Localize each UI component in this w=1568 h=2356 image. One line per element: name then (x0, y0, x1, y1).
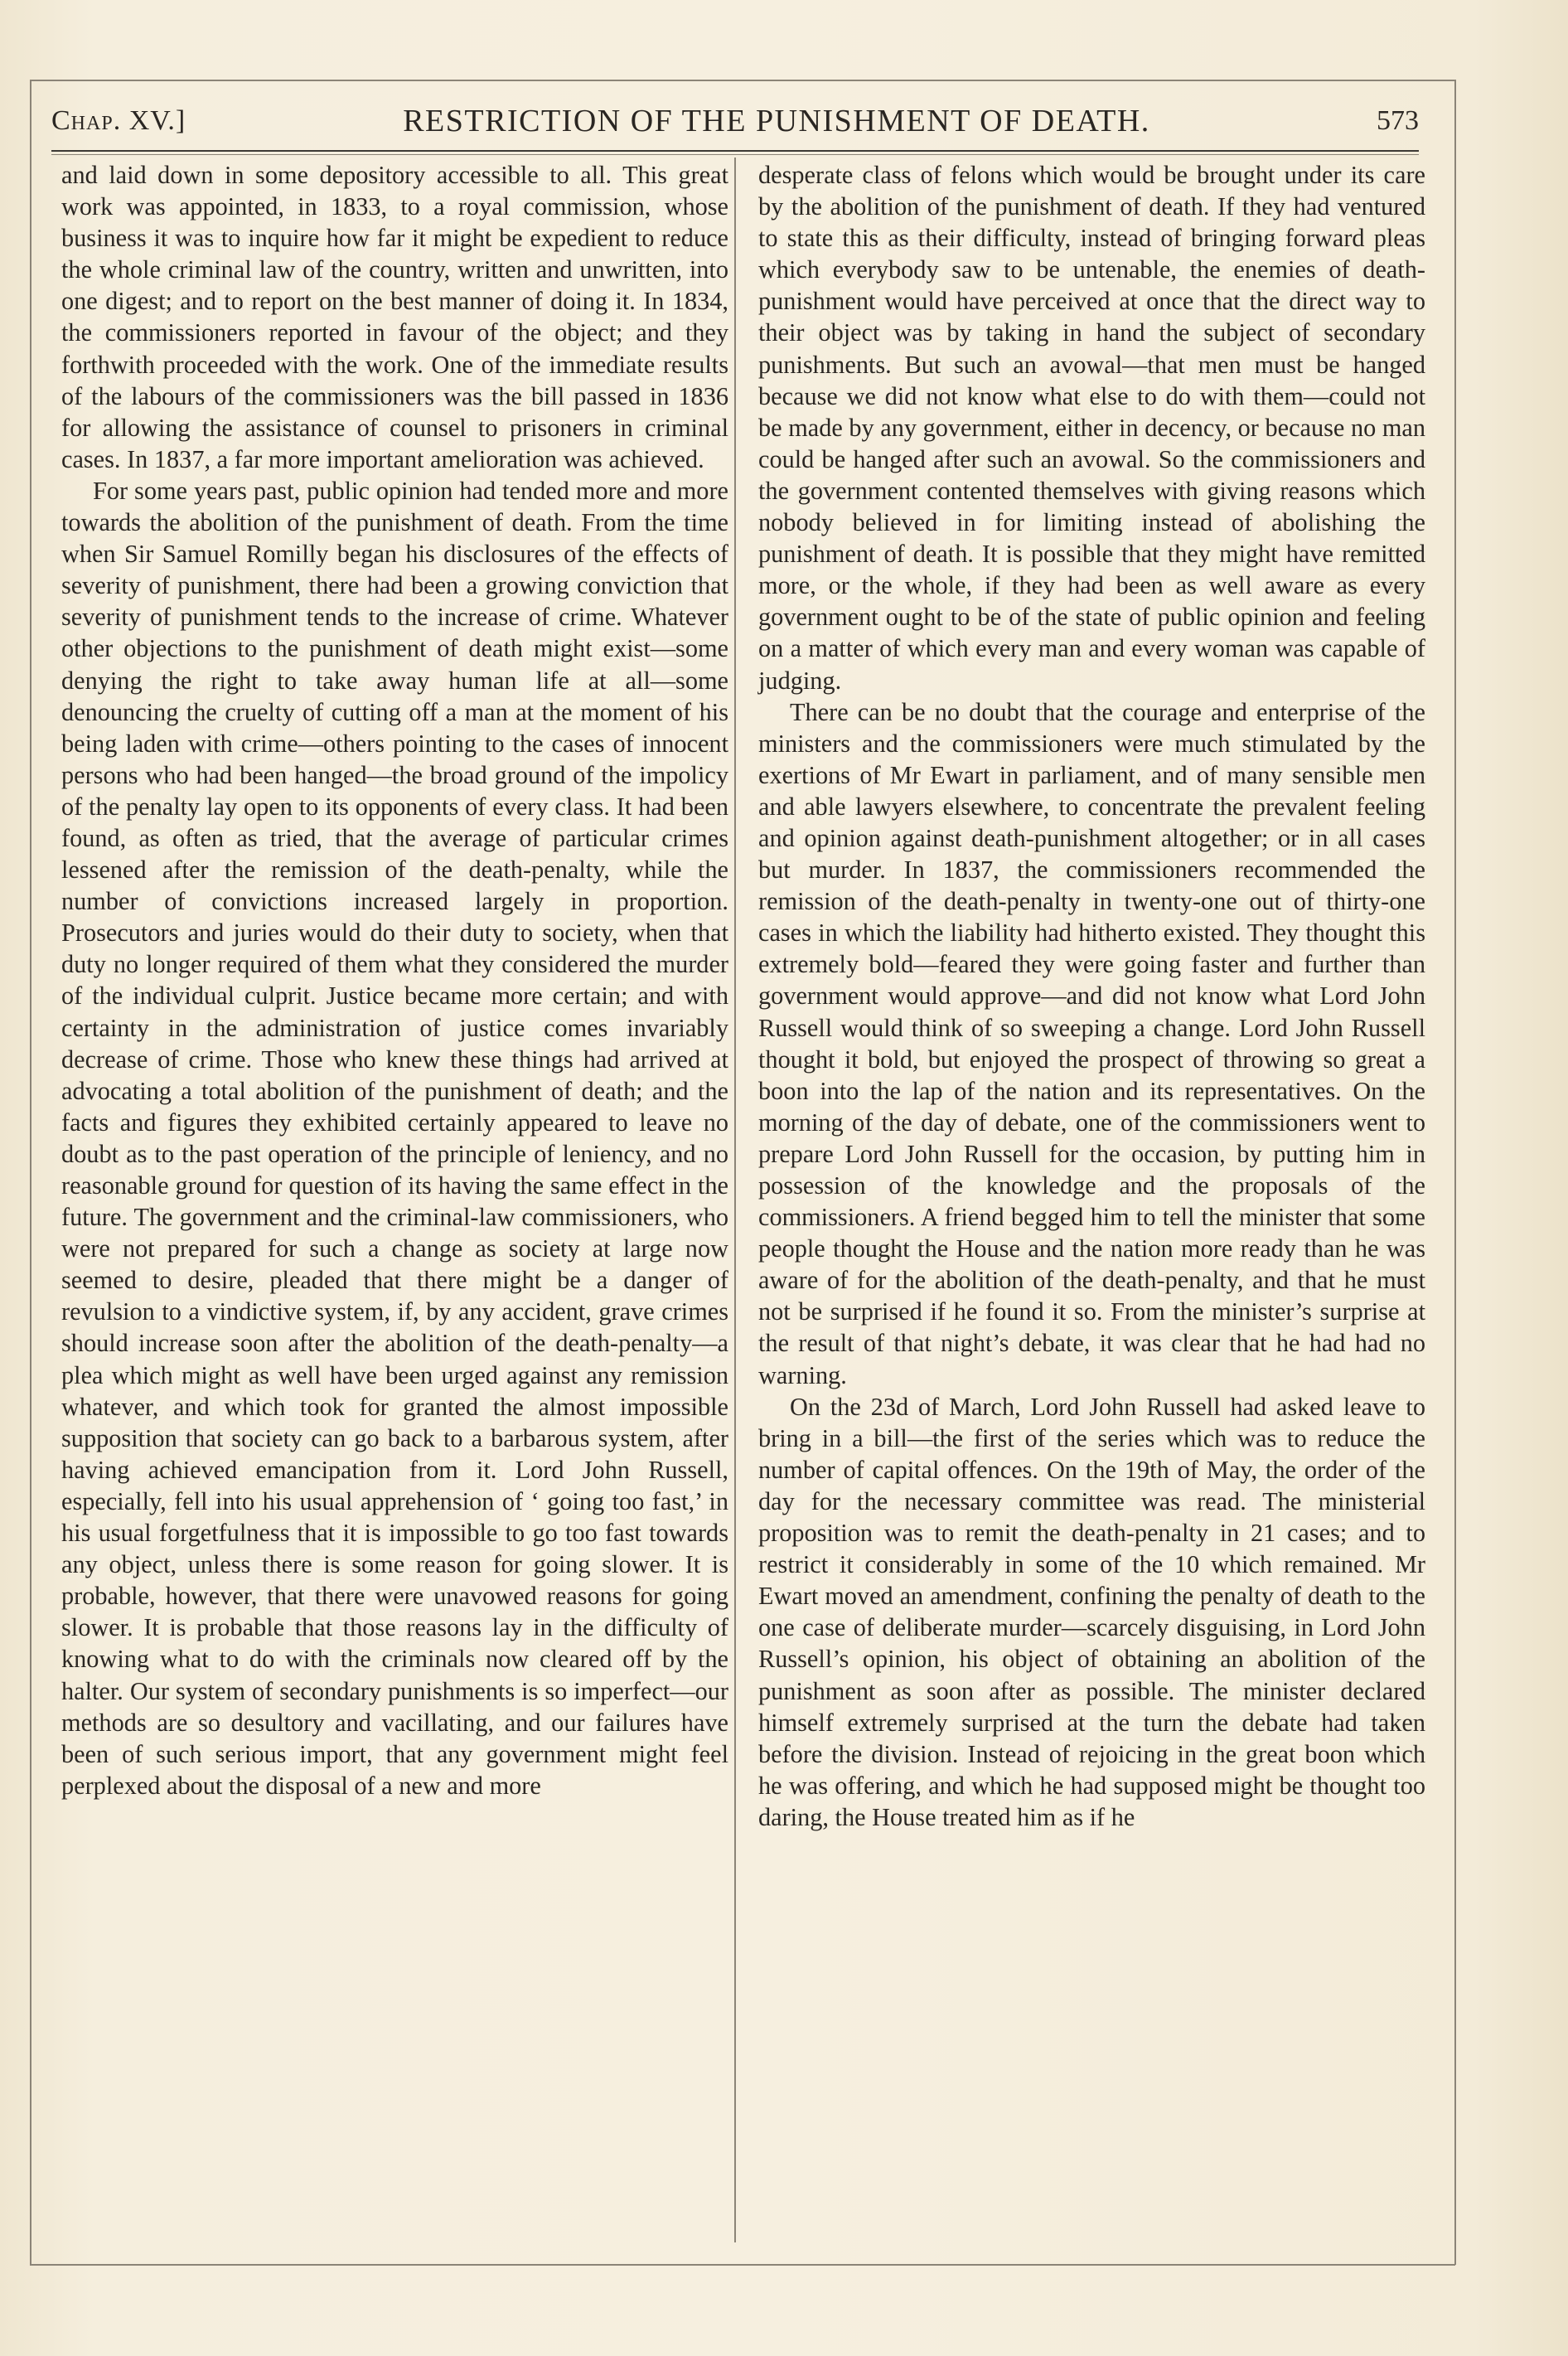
page-frame-left (30, 80, 31, 2265)
page-frame-top (30, 80, 1455, 81)
paragraph: desperate class of felons which would be brought under its care by the abolition of the punishment of death. If they had ventured to state this as their difficulty, instead of bringing forward pleas which everybody saw to be untenable, the enemies of death-punishment would have perceived at once that the direct way to their object was by taking in hand the subject of secondary punishments. But such an avowal—that men must be hanged because we did not know what else to do with them—could not be made by any government, either in decency, or because no man could be hanged after such an avowal. So the commissioners and the government contented themselves with giving reasons which nobody believed in for limiting instead of abolishing the punishment of death. It is possible that they might have remitted more, or the whole, if they had been as well aware as every government ought to be of the state of public opinion and feeling on a matter of which every man and every woman was capable of judging. (758, 161, 1425, 695)
page-number: 573 (1377, 105, 1419, 136)
header-rule-thin (51, 154, 1419, 155)
left-column (61, 159, 728, 1801)
paragraph: For some years past, public opinion had tended more and more towards the abolition of the punishment of death. From the time when Sir Samuel Romilly began his disclosures of the effects of severity of punishment, there had been a growing conviction that severity of punishment tends to the increase of crime. Whatever other objections to the punishment of death might exist—some denying the right to take away human life at all—some denouncing the cruelty of cutting off a man at the moment of his being laden with crime—others pointing to the cases of innocent persons who had been hanged—the broad ground of the impolicy of the penalty lay open to its opponents of every class. It had been found, as often as tried, that the average of particular crimes lessened after the remission of the death-penalty, while the number of convictions increased largely in proportion. Prosecutors and juries would do their duty to society, when that duty no longer required of them what they considered the murder of the individual culprit. Justice became more certain; and with certainty in the administration of justice comes invariably decrease of crime. Those who knew these things had arrived at advocating a total abolition of the punishment of death; and the facts and figures they exhibited certainly appeared to leave no doubt as to the past operation of the principle of leniency, and no reasonable ground for question of its having the same effect in the future. The government and the criminal-law commissioners, who were not prepared for such a change as society at large now seemed to desire, pleaded that there might be a danger of revulsion to a vindictive system, if, by any accident, grave crimes should increase soon after the abolition of the death-penalty—a plea which might as well have been urged against any remission whatever, and which took for granted the almost impossible supposition that society can go back to a barbarous system, after having achieved emancipation from it. Lord John Russell, especially, fell into his usual apprehension of ‘ going too fast,’ in his usual forgetfulness that it is impossible to go too fast towards any object, unless there is some reason for going slower. It is probable, however, that there were unavowed reasons for going slower. It is probable that those reasons lay in the difficulty of knowing what to do with the criminals now cleared off by the halter. Our system of secondary punishments is so imperfect—our methods are so desultory and vacillating, and our failures have been of such serious import, that any government might feel perplexed about the disposal of a new and more (61, 476, 728, 1800)
header-rule (51, 150, 1419, 152)
paragraph: There can be no doubt that the courage and enterprise of the ministers and the commissioners were much stimulated by the exertions of Mr Ewart in parliament, and of many sensible men and able lawyers elsewhere, to concentrate the prevalent feeling and opinion against death-punishment altogether; or in all cases but murder. In 1837, the commissioners recommended the remission of the death-penalty in twenty-one out of thirty-one cases in which the liability had hitherto existed. They thought this extremely bold—feared they were going faster and further than government would approve—and did not know what Lord John Russell would think of so sweeping a change. Lord John Russell thought it bold, but enjoyed the prospect of throwing so great a boon into the lap of the nation and its representatives. On the morning of the day of debate, one of the commissioners went to prepare Lord John Russell for the occasion, by putting him in possession of the knowledge and the proposals of the commissioners. A friend begged him to tell the minister that some people thought the House and the nation more ready than he was aware of for the abolition of the death-penalty, and that he must not be surprised if he found it so. From the minister’s surprise at the result of that night’s debate, it was clear that he had had no warning. (758, 697, 1425, 1389)
page-frame-bottom (30, 2264, 1455, 2266)
chapter-label: Chap. XV.] (51, 105, 186, 136)
paragraph: On the 23d of March, Lord John Russell had asked leave to bring in a bill—the first of the series which was to reduce the number of capital offences. On the 19th of May, the order of the day for the necessary committee was read. The ministerial proposition was to remit the death-penalty in 21 cases; and to restrict it considerably in some of the 10 which remained. Mr Ewart moved an amendment, confining the penalty of death to the one case of deliberate murder—scarcely disguising, in Lord John Russell’s opinion, his object of obtaining an abolition of the punishment as soon after as possible. The minister declared himself extremely surprised at the turn the debate had taken before the division. Instead of rejoicing in the great boon which he was offering, and which he had supposed might be thought too daring, the House treated him as if he (758, 1392, 1425, 1831)
column-divider (734, 158, 736, 2242)
running-title: RESTRICTION OF THE PUNISHMENT OF DEATH. (403, 104, 1150, 138)
right-column (758, 159, 1425, 1833)
paragraph: and laid down in some depository accessible to all. This great work was appointed, in 1833, to a royal commission, whose business it was to inquire how far it might be expedient to reduce the whole criminal law of the country, written and unwritten, into one digest; and to report on the best manner of doing it. In 1834, the commissioners reported in favour of the object; and they forthwith proceeded with the work. One of the immediate results of the labours of the commissioners was the bill passed in 1836 for allowing the assistance of counsel to prisoners in criminal cases. In 1837, a far more important amelioration was achieved. (61, 161, 728, 473)
running-header (51, 98, 1419, 144)
page-frame-right (1454, 80, 1456, 2265)
